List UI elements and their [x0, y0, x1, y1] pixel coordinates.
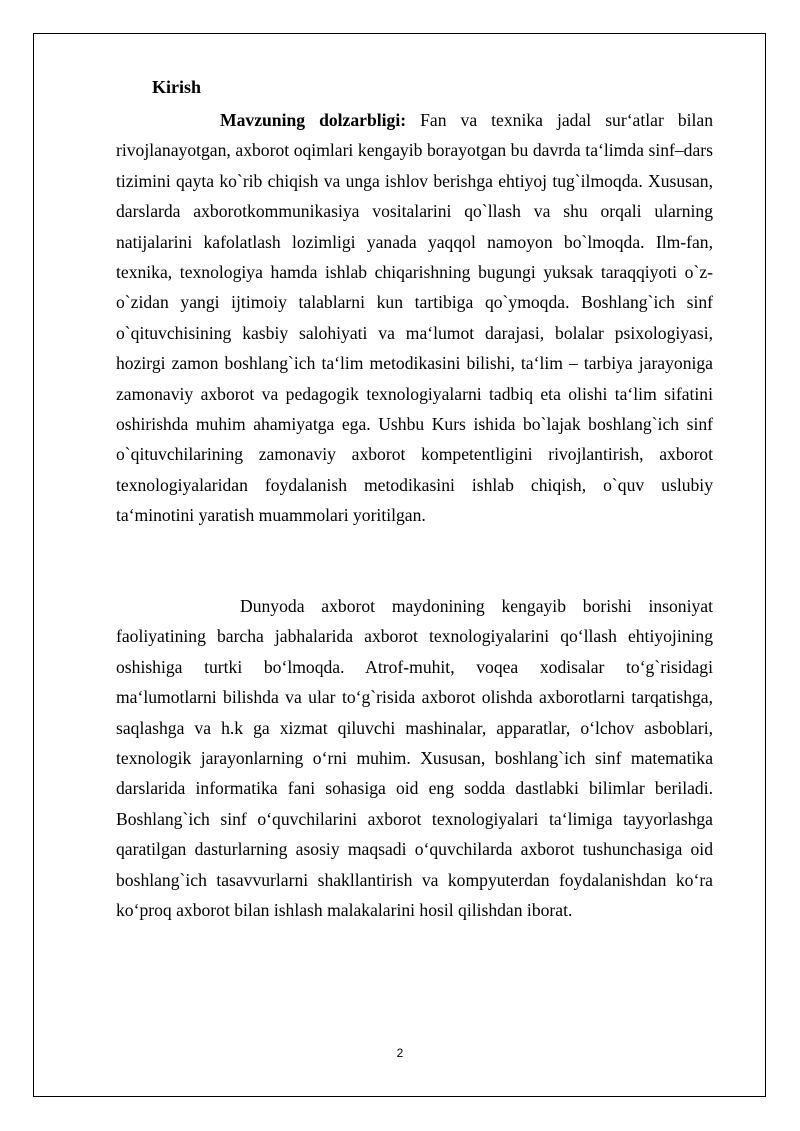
paragraph-information-space: Dunyoda axborot maydonining kengayib borishi insoniyat faoliyatining barcha jabhalarida axborot texnologiyalarini qo‘llash ehtiyojining oshishiga turtki bo‘lmoqda. Atrof-muhit, voqea xodisalar to‘g`risidagi ma‘lumotlarni bilishda va ular to‘g`risida axborot olishda axborotlarni tarqatishga, saqlashga va h.k ga xizmat qiluvchi mashinalar, apparatlar, o‘lchov asboblari, texnologik jarayonlarning o‘rni muhim. Xususan, boshlang`ich sinf matematika darslarida informatika fani sohasiga oid eng sodda dastlabki bilimlar beriladi. Boshlang`ich sinf o‘quvchilarini axborot texnologiyalari ta‘limiga tayyorlashga qaratilgan dasturlarning asosiy maqsadi o‘quvchilarda axborot tushunchasiga oid boshlang`ich tasavvurlarni shakllantirish va kompyuterdan foydalanishdan ko‘ra ko‘proq axborot bilan ishlash malakalarini hosil qilishdan iborat.	[116, 596, 713, 921]
relevance-text: Fan va texnika jadal sur‘atlar bilan rivojlanayotgan, axborot oqimlari kengayib borayotgan bu davrda ta‘limda sinf–dars tizimini qayta ko`rib chiqish va unga ishlov berishga ehtiyoj tug`ilmoqda. Xususan, darslarda axborotkommunikasiya vositalarini qo`llash va shu orqali ularning natijalarini kafolatlash lozimligi yanada yaqqol namoyon bo`lmoqda. Ilm-fan, texnika, texnologiya hamda ishlab chiqarishning bugungi yuksak taraqqiyoti o`z-o`zidan yangi ijtimoiy talablarni kun tartibiga qo`ymoqda. Boshlang`ich sinf o`qituvchisining kasbiy salohiyati va ma‘lumot darajasi, bolalar psixologiyasi, hozirgi zamon boshlang`ich ta‘lim metodikasini bilishi, ta‘lim – tarbiya jarayoniga zamonaviy axborot va pedagogik texnologiyalarni tadbiq eta olishi ta‘lim sifatini oshirishda muhim ahamiyatga ega. Ushbu Kurs ishida bo`lajak boshlang`ich sinf o`qituvchilarining zamonaviy axborot kompetentligini rivojlantirish, axborot texnologiyalaridan foydalanish metodikasini ishlab chiqish, o`quv uslubiy ta‘minotini yaratish muammolari yoritilgan.	[116, 110, 714, 526]
page-number: 2	[396, 1046, 404, 1060]
relevance-lead: Mavzuning dolzarbligi:	[220, 110, 407, 130]
paragraph-relevance	[116, 105, 713, 531]
section-heading: Kirish	[152, 77, 202, 97]
